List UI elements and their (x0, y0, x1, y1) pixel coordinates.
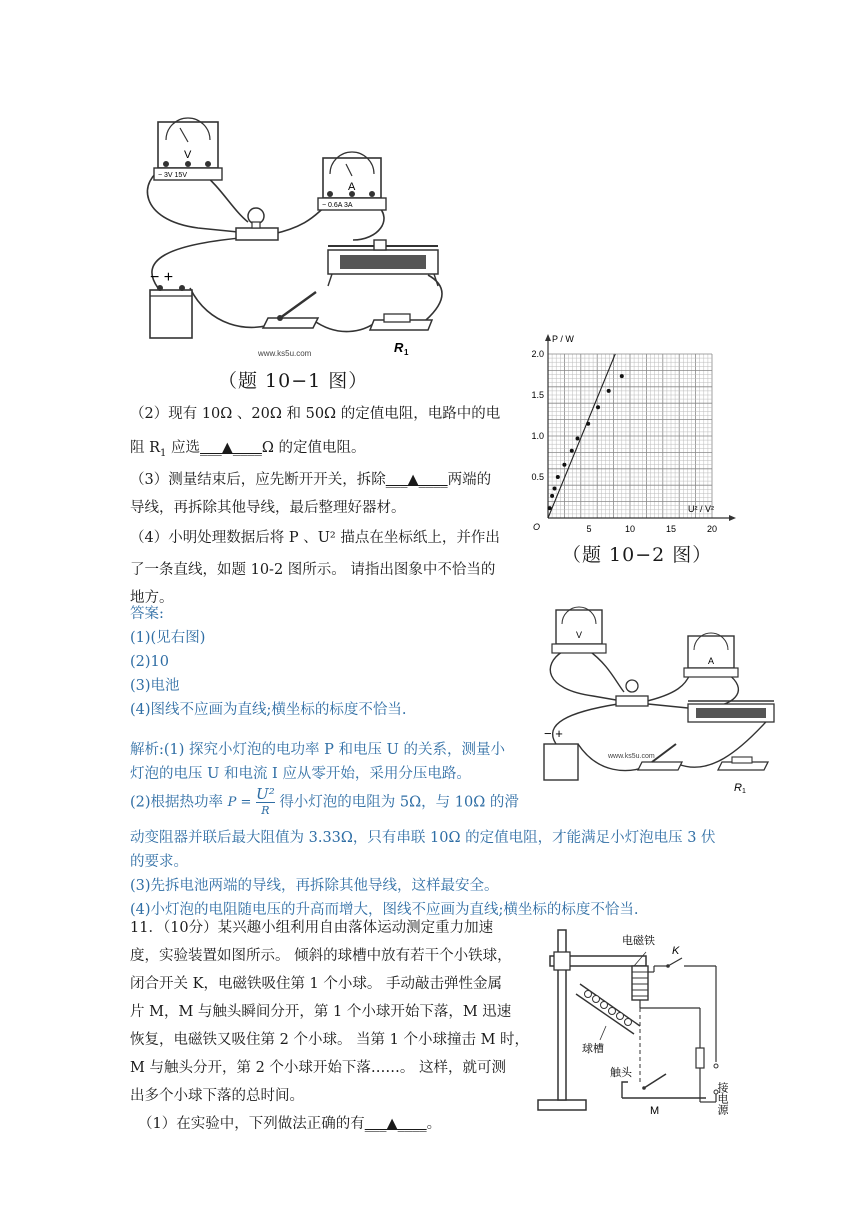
formula-p: P = (227, 794, 252, 810)
x-tick-label: 20 (706, 524, 718, 534)
ammeter-icon (318, 152, 386, 210)
question-11 (130, 914, 530, 1138)
y-tick-label: 1.0 (531, 431, 544, 441)
answer-blank[interactable]: ___▲____ (200, 440, 262, 456)
rheostat-icon (688, 701, 774, 722)
formula-numerator: U² (256, 785, 275, 803)
switch-k-blade (668, 958, 682, 966)
question-11-line3: 闭合开关 K，电磁铁吸住第 1 个小球。 手动敲击弹性金属 (130, 976, 502, 992)
y-tick-label: 0.5 (531, 472, 544, 482)
question-11-line7: 出多个小球下落的总时间。 (130, 1088, 304, 1104)
data-point (620, 374, 624, 378)
data-point (596, 405, 600, 409)
figure-10-2-caption: （题 10−2 图） (562, 544, 713, 566)
answer-block (130, 602, 407, 722)
analysis-line3-post: 得小灯泡的电阻为 5Ω，与 10Ω 的滑 (279, 794, 519, 811)
voltmeter-letter: V (184, 149, 192, 161)
y-axis-arrow (545, 334, 551, 341)
label-contact: 触头 (610, 1067, 632, 1079)
question-3-post: 两端的 (447, 472, 492, 488)
question-11-line1: 11．（10分）某兴趣小组利用自由落体运动测定重力加速 (130, 920, 494, 936)
question-2-mid: 应选 (166, 440, 201, 456)
svg-text:www.ks5u.com: www.ks5u.com (608, 753, 655, 760)
data-point (576, 436, 580, 440)
question-2-resistor-sub: 1 (160, 447, 167, 459)
question-11-sub1-post: 。 (426, 1116, 442, 1132)
watermark: www.ks5u.com (258, 349, 312, 358)
voltmeter-icon (154, 118, 222, 180)
x-tick-label: 5 (586, 524, 592, 534)
y-axis-label: P / W (552, 334, 574, 344)
x-axis-label: U² / V² (688, 504, 714, 514)
svg-text:− +: − + (544, 726, 563, 741)
data-point (562, 463, 566, 467)
voltmeter-ranges: − 3V 15V (158, 172, 187, 179)
formula-denominator: R (261, 804, 270, 817)
analysis-formula-line (130, 786, 550, 822)
battery-icon (150, 269, 192, 338)
question-2-line1: （2）现有 10Ω 、20Ω 和 50Ω 的定值电阻，电路中的电 (130, 406, 501, 422)
analysis-rest (130, 826, 740, 922)
data-point (548, 506, 552, 510)
figure-10-1-caption: （题 10−1 图） (218, 370, 369, 392)
question-3 (130, 466, 520, 522)
data-point (550, 494, 554, 498)
question-11-line2: 度，实验装置如图所示。 倾斜的球槽中放有若干个小铁球， (130, 948, 512, 964)
question-11-line5: 恢复，电磁铁又吸住第 2 个小球。 当第 1 个小球撞击 M 时， (130, 1032, 530, 1048)
circuit-figure-10-1 (128, 110, 458, 360)
analysis-line1: 解析:(1) 探究小灯泡的电功率 P 和电压 U 的关系，测量小 (130, 742, 505, 758)
question-11-sub1: （1）在实验中，下列做法正确的有 (138, 1116, 365, 1132)
data-point (556, 475, 560, 479)
question-4-line3: 地方。 (130, 590, 174, 606)
question-3-pre: （3）测量结束后，应先断开开关，拆除 (130, 472, 386, 488)
question-11-line6: M 与触头分开，第 2 个小球开始下落……。 这样，就可测 (130, 1060, 507, 1076)
fixed-resistor-icon (370, 314, 432, 357)
question-2-post: Ω 的定值电阻。 (261, 440, 366, 456)
power-voltage-chart (522, 330, 754, 545)
analysis-line5: 的要求。 (130, 854, 188, 870)
svg-text:A: A (708, 656, 715, 666)
fixed-resistor-icon (718, 757, 768, 795)
origin-label: O (532, 522, 540, 532)
battery-terminals: − + (150, 269, 174, 286)
resistor-label: R (394, 340, 404, 355)
analysis-line4: 动变阻器并联后最大阻值为 3.33Ω，只有串联 10Ω 的定值电阻，才能满足小灯泡电压 3 伏 (130, 830, 716, 846)
x-tick-label: 15 (665, 524, 677, 534)
answer-blank[interactable]: ___▲____ (364, 1116, 427, 1132)
answer-1: (1)(见右图) (130, 630, 206, 646)
x-tick-label: 10 (624, 524, 636, 534)
rheostat-icon (328, 240, 438, 286)
data-point (586, 422, 590, 426)
switch-icon (263, 292, 318, 328)
data-point (570, 449, 574, 453)
question-2 (130, 400, 520, 468)
resistor-subscript: 1 (404, 348, 409, 357)
ammeter-icon (684, 633, 738, 677)
free-fall-apparatus (536, 922, 736, 1116)
svg-text:1: 1 (742, 788, 746, 795)
circuit-answer-figure (538, 604, 782, 796)
question-4-line2: 了一条直线，如题 10-2 图所示。 请指出图象中不恰当的 (130, 562, 496, 578)
label-electromagnet: 电磁铁 (622, 935, 655, 947)
question-11-line4: 片 M，M 与触头瞬间分开，第 1 个小球开始下落，M 迅速 (130, 1004, 512, 1020)
answer-heading: 答案: (130, 606, 164, 622)
lamp-icon (236, 208, 278, 240)
label-trough: 球槽 (582, 1043, 604, 1055)
contact-plate-icon (622, 1074, 706, 1098)
data-point (553, 486, 557, 490)
question-4 (130, 524, 522, 612)
data-point (607, 389, 611, 393)
lamp-icon (616, 680, 648, 706)
answer-blank[interactable]: ___▲____ (385, 472, 448, 488)
y-tick-label: 2.0 (531, 349, 544, 359)
label-switch-k: K (672, 945, 680, 957)
battery-icon (544, 726, 578, 780)
ammeter-letter: A (348, 181, 356, 193)
y-tick-label: 1.5 (531, 390, 544, 400)
analysis-line3-pre: (2)根据热功率 (130, 794, 224, 811)
analysis-line7: (4)小灯泡的电阻随电压的升高而增大，图线不应画为直线;横坐标的标度不恰当. (130, 902, 639, 918)
answer-2: (2)10 (130, 654, 169, 670)
resistor-icon (696, 1048, 704, 1068)
answer-3: (3)电池 (130, 678, 180, 694)
question-2-resistor: 阻 R (130, 440, 161, 456)
ammeter-ranges: − 0.6A 3A (322, 202, 353, 209)
question-4-line1: （4）小明处理数据后将 P 、U² 描点在坐标纸上，并作出 (130, 530, 500, 546)
svg-text:R: R (734, 782, 742, 794)
analysis-line6: (3)先拆电池两端的导线，再拆除其他导线，这样最安全。 (130, 878, 499, 894)
label-power: 接电源 (716, 1082, 728, 1115)
answer-4: (4)图线不应画为直线;横坐标的标度不恰当. (130, 702, 407, 718)
svg-text:V: V (576, 630, 583, 640)
question-3-line2: 导线，再拆除其他导线，最后整理好器材。 (130, 500, 406, 516)
ball-trough-icon (576, 984, 640, 1040)
analysis-intro (130, 738, 540, 786)
analysis-line2: 灯泡的电压 U 和电流 I 应从零开始，采用分压电路。 (130, 766, 471, 782)
label-plate-m: M (650, 1105, 660, 1116)
x-axis-arrow (729, 515, 736, 521)
voltmeter-icon (552, 607, 606, 653)
